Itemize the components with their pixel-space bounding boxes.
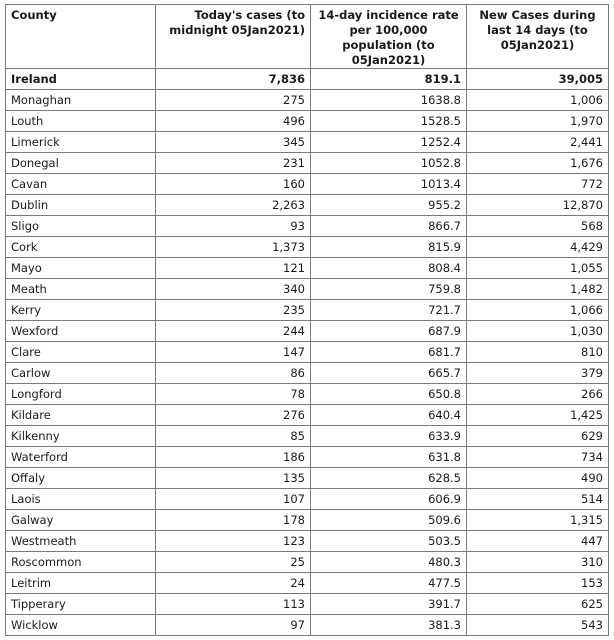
new-cases-14d-cell: 1,425 — [467, 405, 609, 426]
incidence-rate-cell: 650.8 — [311, 384, 467, 405]
today-cases-cell: 85 — [156, 426, 311, 447]
today-cases-cell: 1,373 — [156, 237, 311, 258]
table-header — [6, 5, 609, 69]
table-body — [6, 69, 609, 636]
today-cases-cell: 496 — [156, 111, 311, 132]
county-cell: Cavan — [6, 174, 156, 195]
county-cell: Louth — [6, 111, 156, 132]
new-cases-14d-cell: 1,066 — [467, 300, 609, 321]
table-row — [6, 153, 609, 174]
new-cases-14d-cell: 379 — [467, 363, 609, 384]
new-cases-14d-cell: 490 — [467, 468, 609, 489]
new-cases-14d-cell: 543 — [467, 615, 609, 636]
today-cases-cell: 186 — [156, 447, 311, 468]
incidence-rate-cell: 721.7 — [311, 300, 467, 321]
incidence-rate-cell: 381.3 — [311, 615, 467, 636]
today-cases-cell: 113 — [156, 594, 311, 615]
new-cases-14d-cell: 629 — [467, 426, 609, 447]
new-cases-14d-cell: 4,429 — [467, 237, 609, 258]
incidence-rate-cell: 631.8 — [311, 447, 467, 468]
total-county-cell: Ireland — [6, 69, 156, 90]
incidence-rate-cell: 480.3 — [311, 552, 467, 573]
column-header-today-cases: Today's cases (to midnight 05Jan2021) — [156, 5, 311, 69]
table-row — [6, 363, 609, 384]
county-cell: Westmeath — [6, 531, 156, 552]
table-row — [6, 279, 609, 300]
table-container — [5, 4, 609, 636]
new-cases-14d-cell: 514 — [467, 489, 609, 510]
table-row — [6, 426, 609, 447]
column-header-new-cases-14d: New Cases during last 14 days (to 05Jan2021) — [467, 5, 609, 69]
incidence-rate-cell: 1052.8 — [311, 153, 467, 174]
county-cell: Sligo — [6, 216, 156, 237]
table-row — [6, 342, 609, 363]
table-row — [6, 321, 609, 342]
county-cell: Leitrim — [6, 573, 156, 594]
county-cell: Cork — [6, 237, 156, 258]
table-row — [6, 237, 609, 258]
new-cases-14d-cell: 810 — [467, 342, 609, 363]
new-cases-14d-cell: 2,441 — [467, 132, 609, 153]
county-cell: Monaghan — [6, 90, 156, 111]
county-cell: Wicklow — [6, 615, 156, 636]
total-row — [6, 69, 609, 90]
table-row — [6, 552, 609, 573]
incidence-rate-cell: 665.7 — [311, 363, 467, 384]
today-cases-cell: 135 — [156, 468, 311, 489]
today-cases-cell: 25 — [156, 552, 311, 573]
county-cell: Tipperary — [6, 594, 156, 615]
today-cases-cell: 178 — [156, 510, 311, 531]
county-cell: Roscommon — [6, 552, 156, 573]
county-cell: Waterford — [6, 447, 156, 468]
table-row — [6, 615, 609, 636]
incidence-rate-cell: 955.2 — [311, 195, 467, 216]
county-cell: Mayo — [6, 258, 156, 279]
new-cases-14d-cell: 772 — [467, 174, 609, 195]
today-cases-cell: 121 — [156, 258, 311, 279]
today-cases-cell: 231 — [156, 153, 311, 174]
today-cases-cell: 107 — [156, 489, 311, 510]
incidence-rate-cell: 815.9 — [311, 237, 467, 258]
today-cases-cell: 275 — [156, 90, 311, 111]
new-cases-14d-cell: 266 — [467, 384, 609, 405]
county-cell: Laois — [6, 489, 156, 510]
table-row — [6, 174, 609, 195]
county-cell: Galway — [6, 510, 156, 531]
incidence-rate-cell: 1013.4 — [311, 174, 467, 195]
table-row — [6, 258, 609, 279]
new-cases-14d-cell: 310 — [467, 552, 609, 573]
new-cases-14d-cell: 625 — [467, 594, 609, 615]
incidence-rate-cell: 509.6 — [311, 510, 467, 531]
table-row — [6, 216, 609, 237]
table-row — [6, 573, 609, 594]
table-row — [6, 384, 609, 405]
today-cases-cell: 244 — [156, 321, 311, 342]
today-cases-cell: 276 — [156, 405, 311, 426]
county-cell: Kildare — [6, 405, 156, 426]
county-cell: Kilkenny — [6, 426, 156, 447]
today-cases-cell: 123 — [156, 531, 311, 552]
today-cases-cell: 78 — [156, 384, 311, 405]
county-cell: Clare — [6, 342, 156, 363]
today-cases-cell: 97 — [156, 615, 311, 636]
incidence-rate-cell: 1638.8 — [311, 90, 467, 111]
table-row — [6, 111, 609, 132]
new-cases-14d-cell: 734 — [467, 447, 609, 468]
incidence-rate-cell: 681.7 — [311, 342, 467, 363]
new-cases-14d-cell: 1,055 — [467, 258, 609, 279]
today-cases-cell: 24 — [156, 573, 311, 594]
incidence-rate-cell: 606.9 — [311, 489, 467, 510]
new-cases-14d-cell: 153 — [467, 573, 609, 594]
incidence-rate-cell: 477.5 — [311, 573, 467, 594]
new-cases-14d-cell: 568 — [467, 216, 609, 237]
incidence-rate-cell: 1252.4 — [311, 132, 467, 153]
new-cases-14d-cell: 1,482 — [467, 279, 609, 300]
table-row — [6, 405, 609, 426]
county-cell: Longford — [6, 384, 156, 405]
today-cases-cell: 160 — [156, 174, 311, 195]
new-cases-14d-cell: 1,006 — [467, 90, 609, 111]
table-row — [6, 90, 609, 111]
total-new14-cell: 39,005 — [467, 69, 609, 90]
today-cases-cell: 340 — [156, 279, 311, 300]
table-row — [6, 300, 609, 321]
county-cell: Offaly — [6, 468, 156, 489]
total-today-cell: 7,836 — [156, 69, 311, 90]
today-cases-cell: 147 — [156, 342, 311, 363]
county-cases-table — [5, 4, 609, 636]
table-row — [6, 594, 609, 615]
table-row — [6, 195, 609, 216]
header-row — [6, 5, 609, 69]
incidence-rate-cell: 628.5 — [311, 468, 467, 489]
today-cases-cell: 345 — [156, 132, 311, 153]
table-row — [6, 531, 609, 552]
new-cases-14d-cell: 447 — [467, 531, 609, 552]
incidence-rate-cell: 391.7 — [311, 594, 467, 615]
today-cases-cell: 2,263 — [156, 195, 311, 216]
table-row — [6, 447, 609, 468]
table-row — [6, 468, 609, 489]
total-rate-cell: 819.1 — [311, 69, 467, 90]
county-cell: Kerry — [6, 300, 156, 321]
incidence-rate-cell: 759.8 — [311, 279, 467, 300]
incidence-rate-cell: 808.4 — [311, 258, 467, 279]
county-cell: Donegal — [6, 153, 156, 174]
county-cell: Carlow — [6, 363, 156, 384]
new-cases-14d-cell: 12,870 — [467, 195, 609, 216]
column-header-incidence-rate: 14-day incidence rate per 100,000 population (to 05Jan2021) — [311, 5, 467, 69]
today-cases-cell: 235 — [156, 300, 311, 321]
new-cases-14d-cell: 1,030 — [467, 321, 609, 342]
incidence-rate-cell: 1528.5 — [311, 111, 467, 132]
today-cases-cell: 86 — [156, 363, 311, 384]
county-cell: Wexford — [6, 321, 156, 342]
new-cases-14d-cell: 1,970 — [467, 111, 609, 132]
column-header-county: County — [6, 5, 156, 69]
incidence-rate-cell: 687.9 — [311, 321, 467, 342]
incidence-rate-cell: 866.7 — [311, 216, 467, 237]
table-row — [6, 132, 609, 153]
county-cell: Limerick — [6, 132, 156, 153]
county-cell: Dublin — [6, 195, 156, 216]
new-cases-14d-cell: 1,676 — [467, 153, 609, 174]
new-cases-14d-cell: 1,315 — [467, 510, 609, 531]
table-row — [6, 510, 609, 531]
incidence-rate-cell: 503.5 — [311, 531, 467, 552]
incidence-rate-cell: 633.9 — [311, 426, 467, 447]
county-cell: Meath — [6, 279, 156, 300]
incidence-rate-cell: 640.4 — [311, 405, 467, 426]
today-cases-cell: 93 — [156, 216, 311, 237]
table-row — [6, 489, 609, 510]
